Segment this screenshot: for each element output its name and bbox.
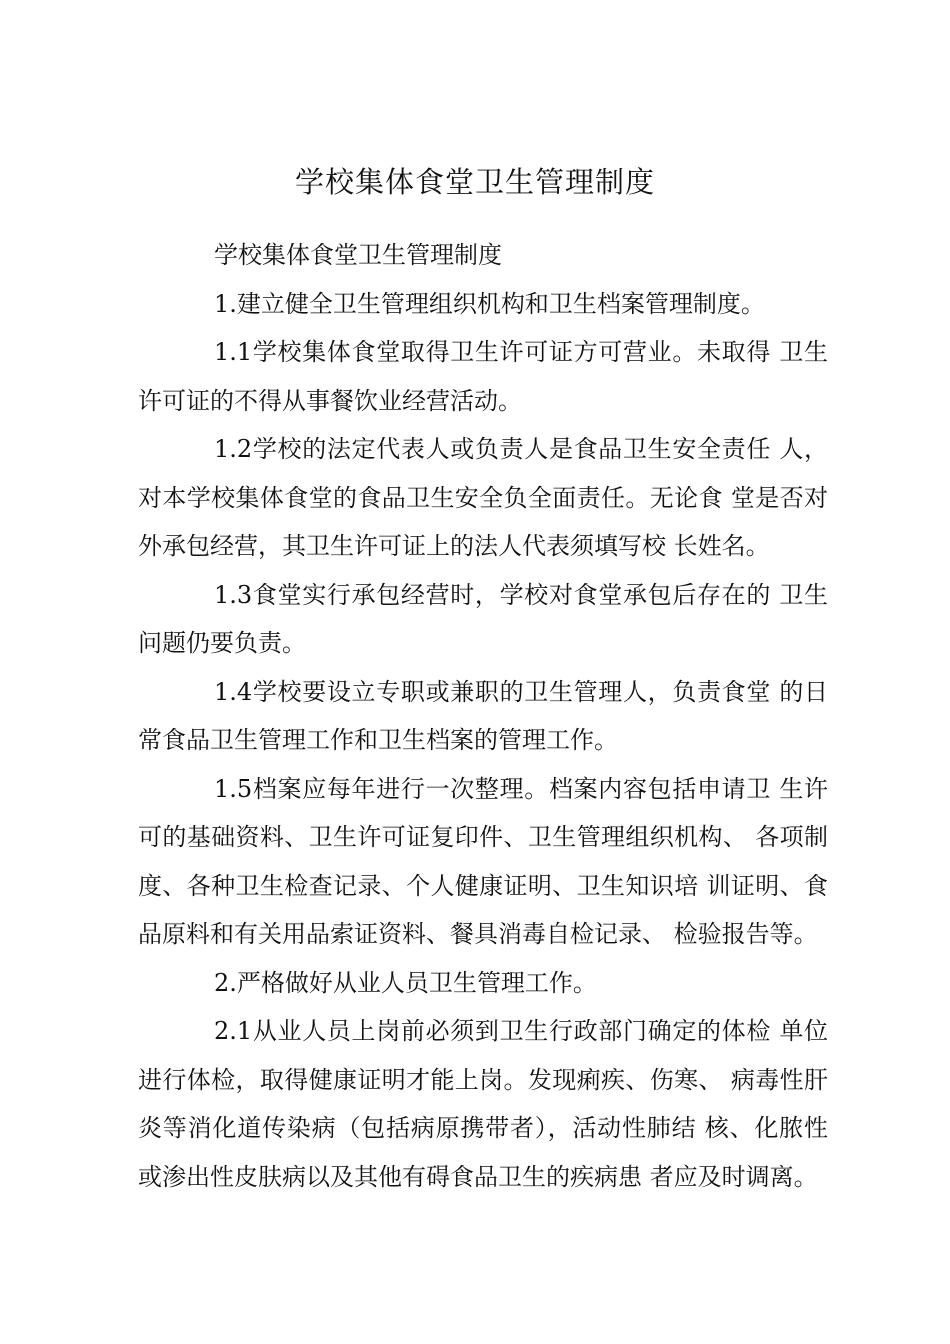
paragraph-1-2: 1.2学校的法定代表人或负责人是食品卫生安全责任 人，对本学校集体食堂的食品卫生安全负全面责任。无论食 堂是否对外承包经营，其卫生许可证上的法人代表须填写校 长姓名。 <box>138 435 828 560</box>
document-body <box>138 231 828 1201</box>
paragraph-2-1: 2.1从业人员上岗前必须到卫生行政部门确定的体检 单位进行体检，取得健康证明才能上岗。发现痢疾、伤寒、 病毒性肝炎等消化道传染病（包括病原携带者），活动性肺结 核、化脓性或渗出性皮肤病以及其他有碍食品卫生的疾病患 者应及时调离。 <box>138 1017 828 1191</box>
paragraph-1-1: 1.1学校集体食堂取得卫生许可证方可营业。未取得 卫生许可证的不得从事餐饮业经营活动。 <box>138 338 828 415</box>
paragraph-1-5: 1.5档案应每年进行一次整理。档案内容包括申请卫 生许可的基础资料、卫生许可证复印件、卫生管理组织机构、 各项制度、各种卫生检查记录、个人健康证明、卫生知识培 训证明、食品原料和有关用品索证资料、餐具消毒自检记录、 检验报告等。 <box>138 774 828 948</box>
paragraph-1: 1.建立健全卫生管理组织机构和卫生档案管理制度。 <box>214 289 765 318</box>
paragraph-subtitle: 学校集体食堂卫生管理制度 <box>214 241 502 269</box>
paragraph-2: 2.严格做好从业人员卫生管理工作。 <box>214 968 597 997</box>
paragraph-1-4: 1.4学校要设立专职或兼职的卫生管理人，负责食堂 的日常食品卫生管理工作和卫生档案的管理工作。 <box>138 677 828 754</box>
document-title: 学校集体食堂卫生管理制度 <box>294 165 655 199</box>
paragraph-1-3: 1.3食堂实行承包经营时，学校对食堂承包后存在的 卫生问题仍要负责。 <box>138 580 828 657</box>
